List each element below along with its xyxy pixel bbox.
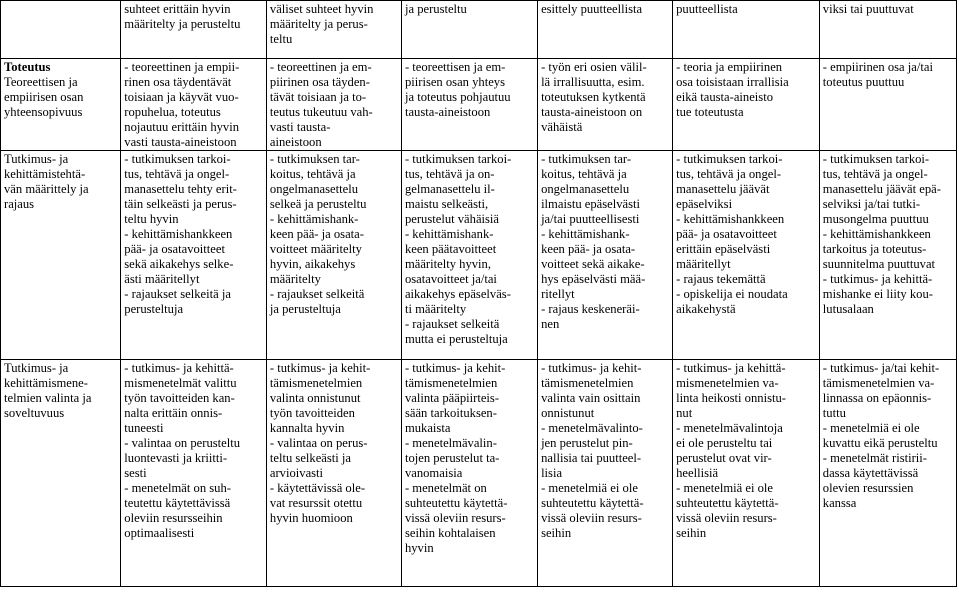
rubric-cell: - tutkimuksen tarkoi- tus, tehtävä ja on- gelmanasettelu il- maistu selkeästi, perustelut vähäisiä - kehittämishank- keen päätavoitteet määritelty hyvin, osatavoitteet ja/tai aikakehys epäselväs- ti määritelty - rajaukset selkeitä mutta ei perusteltuja [401, 151, 537, 360]
header-corner-cell [1, 1, 121, 59]
criterion-cell [1, 151, 121, 360]
criterion-cell [1, 360, 121, 587]
header-row [1, 1, 957, 59]
criterion-label: Tutkimus- ja kehittämismene- telmien valinta ja soveltuvuus [4, 361, 92, 420]
rubric-cell: - tutkimus- ja kehit- tämismenetelmien valinta onnistunut työn tavoitteiden kannalta hyvin - valintaa on perus- teltu selkeästi ja arvioivasti - käytettävissä ole- vat resurssit otettu hyvin huomioon [266, 360, 401, 587]
rubric-cell: - tutkimuksen tarkoi- tus, tehtävä ja ongel- manasettelu tehty erit- täin selkeästi ja perus- teltu hyvin - kehittämishankkeen pää- ja osatavoitteet sekä aikakehys selke- ästi määritellyt - rajaukset selkeitä ja perusteltuja [121, 151, 267, 360]
table-row [1, 59, 957, 151]
criterion-label: Tutkimus- ja kehittämistehtä- vän määrittely ja rajaus [4, 152, 89, 211]
rubric-cell: - teoria ja empiirinen osa toisistaan irrallisia eikä tausta-aineisto tue toteutusta [673, 59, 820, 151]
header-level-poor: puutteellista [673, 1, 820, 59]
header-level-good: väliset suhteet hyvin määritelty ja perus- teltu [266, 1, 401, 59]
header-level-fail: viksi tai puuttuvat [819, 1, 956, 59]
rubric-cell: - tutkimus- ja kehit- tämismenetelmien valinta pääpiirteis- sään tarkoituksen- mukaista - menetelmävalin- tojen perustelut ta- vanomaisia - menetelmät on suhteutettu käytettä- vissä oleviin resurs- seihin kohtalaisen hyvin [401, 360, 537, 587]
rubric-cell: - tutkimus- ja/tai kehit- tämismenetelmien va- linnassa on epäonnis- tuttu - menetelmiä ei ole kuvattu eikä perusteltu - menetelmät ristirii- dassa käytettävissä olevien resurssien kanssa [819, 360, 956, 587]
criterion-label: Teoreettisen ja empiirisen osan yhteensopivuus [4, 75, 84, 119]
rubric-cell: - tutkimuksen tar- koitus, tehtävä ja ongelmanasettelu selkeä ja perusteltu - kehittämishank- keen pää- ja osata- voitteet määritelty hyvin, aikakehys määritelty - rajaukset selkeitä ja perusteltuja [266, 151, 401, 360]
rubric-cell: - teoreettisen ja em- piirisen osan yhteys ja toteutus pohjautuu tausta-aineistoon [401, 59, 537, 151]
rubric-cell: - tutkimuksen tarkoi- tus, tehtävä ja ongel- manasettelu jäävät epäselviksi - kehittämishankkeen pää- ja osatavoitteet erittäin epäselvästi määritellyt - rajaus tekemättä - opiskelija ei noudata aikakehystä [673, 151, 820, 360]
rubric-cell: - tutkimus- ja kehittä- mismenetelmät valittu työn tavoitteiden kan- nalta erittäin onnis- tuneesti - valintaa on perusteltu luontevasti ja kriitti- sesti - menetelmät on suh- teutettu käytettävissä oleviin resursseihin optimaalisesti [121, 360, 267, 587]
rubric-cell: - empiirinen osa ja/tai toteutus puuttuu [819, 59, 956, 151]
header-level-satisfactory: ja perusteltu [401, 1, 537, 59]
rubric-cell: - tutkimuksen tarkoi- tus, tehtävä ja ongel- manasettelu jäävät epä- selviksi ja/tai tutki- musongelma puuttuu - kehittämishankkeen tarkoitus ja toteutus- suunnitelma puuttuvat - tutkimus- ja kehittä- mishanke ei liity kou- lutusalaan [819, 151, 956, 360]
rubric-cell: - tutkimus- ja kehittä- mismenetelmien va- linta heikosti onnistu- nut - menetelmävalintoja ei ole perusteltu tai perustelut ovat vir- heellisiä - menetelmiä ei ole suhteutettu käytettä- vissä oleviin resurs- seihin [673, 360, 820, 587]
rubric-cell: - työn eri osien välil- lä irrallisuutta, esim. toteutuksen kytkentä tausta-aineistoon on vähäistä [538, 59, 673, 151]
header-level-fair: esittely puutteellista [538, 1, 673, 59]
rubric-cell: - tutkimus- ja kehit- tämismenetelmien valinta vain osittain onnistunut - menetelmävalinto- jen perustelut pin- nallisia tai puutteel- lisia - menetelmiä ei ole suhteutettu käytettä- vissä oleviin resurs- seihin [538, 360, 673, 587]
section-title: Toteutus [4, 60, 51, 74]
table-row [1, 151, 957, 360]
rubric-cell: - teoreettinen ja empii- rinen osa täydentävät toisiaan ja käyvät vuo- ropuhelua, toteutus nojautuu erittäin hyvin vasti tausta-aineistoon [121, 59, 267, 151]
rubric-cell: - teoreettinen ja em- piirinen osa täyden- tävät toisiaan ja to- teutus tukeutuu vah- vasti tausta- aineistoon [266, 59, 401, 151]
header-level-excellent: suhteet erittäin hyvin määritelty ja perusteltu [121, 1, 267, 59]
rubric-cell: - tutkimuksen tar- koitus, tehtävä ja ongelmanasettelu ilmaistu epäselvästi ja/tai puutteellisesti - kehittämishank- keen pää- ja osata- voitteet sekä aikake- hys epäselvästi mää- ritellyt - rajaus keskeneräi- nen [538, 151, 673, 360]
criterion-cell [1, 59, 121, 151]
table-row [1, 360, 957, 587]
